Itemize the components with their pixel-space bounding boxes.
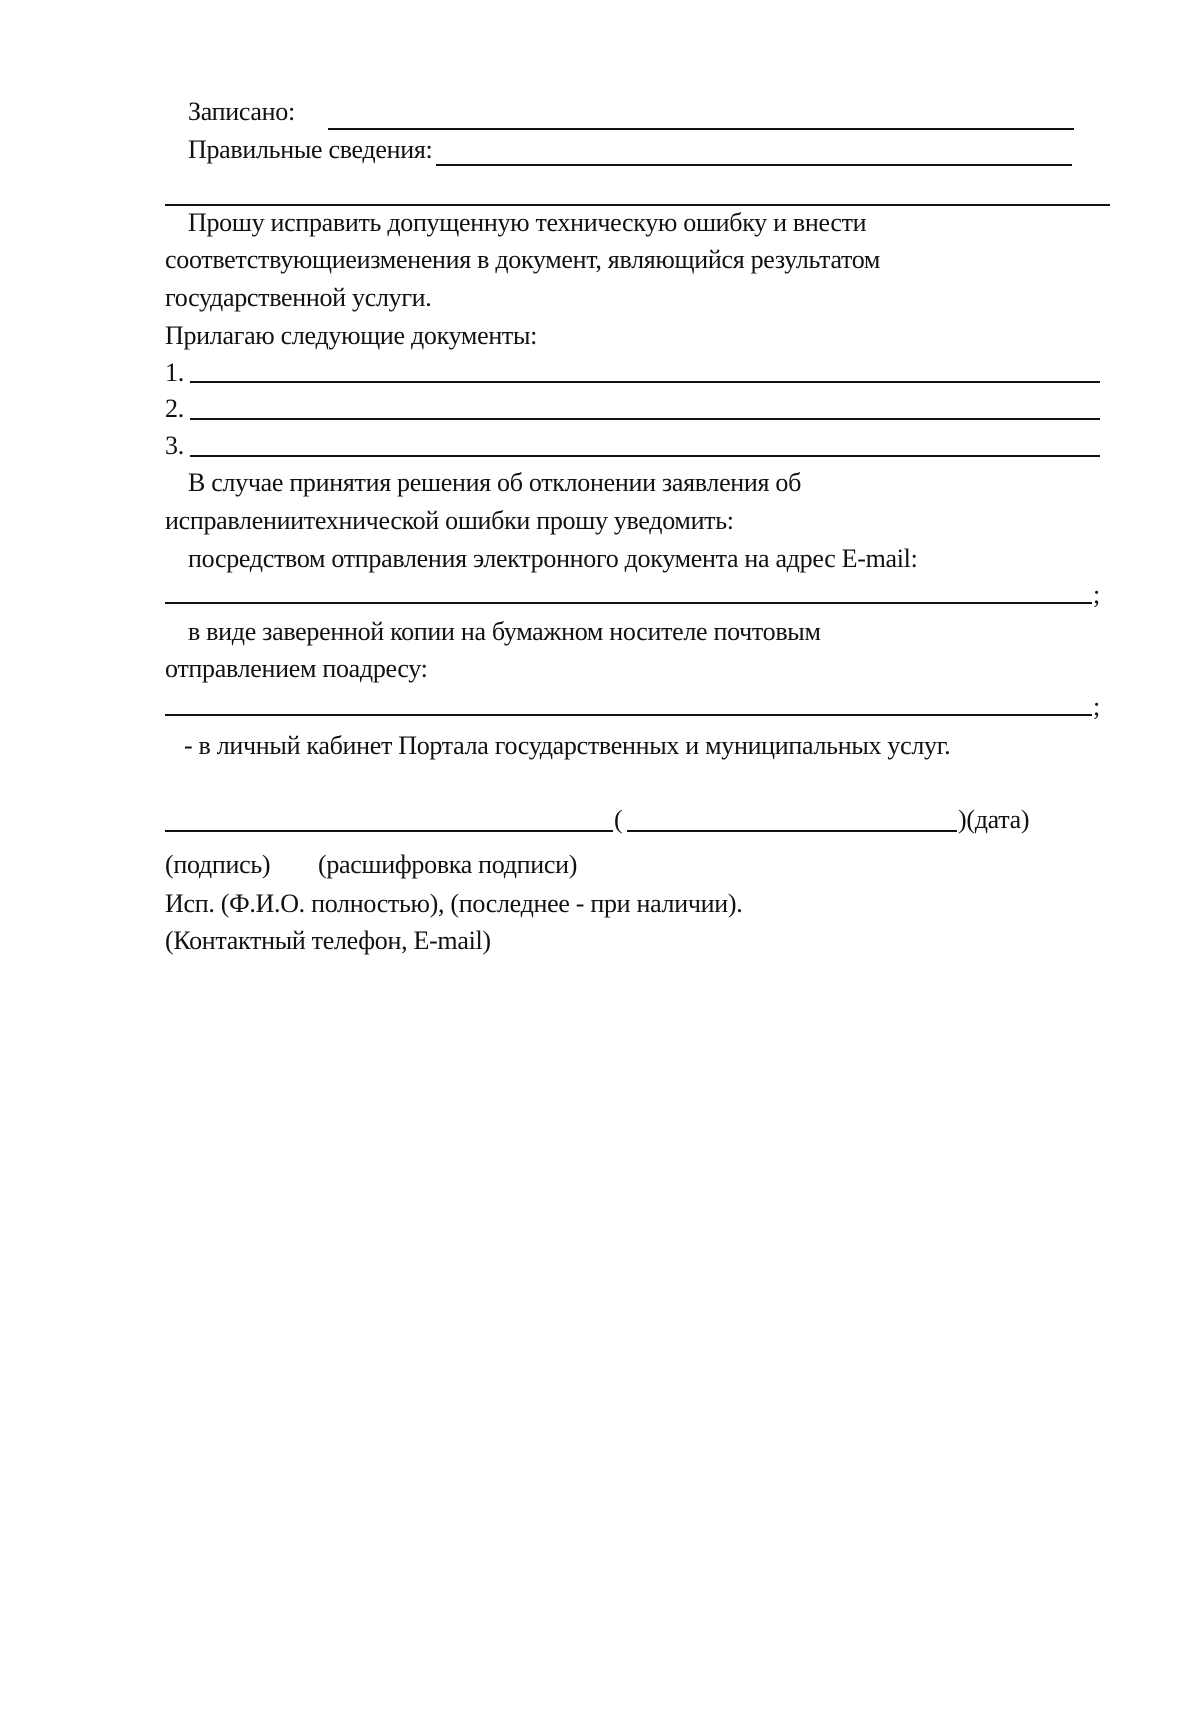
attachment-field-2[interactable]	[190, 418, 1100, 420]
attachments-heading: Прилагаю следующие документы:	[165, 321, 538, 350]
correct-info-field[interactable]	[436, 164, 1072, 166]
attachment-field-3[interactable]	[190, 455, 1100, 457]
portal-option-text: - в личный кабинет Портала государственных и муниципальных услуг.	[184, 731, 951, 760]
email-option-text: посредством отправления электронного документа на адрес E-mail:	[188, 544, 918, 573]
mail-option-line1: в виде заверенной копии на бумажном носителе почтовым	[188, 617, 821, 646]
attachment-number: 3.	[165, 431, 184, 460]
request-text-line1: Прошу исправить допущенную техническую ошибку и внести	[188, 208, 867, 237]
email-field[interactable]	[165, 602, 1092, 604]
signature-decipher-field[interactable]	[627, 830, 957, 832]
contact-line: (Контактный телефон, E-mail)	[165, 926, 491, 955]
decipher-caption: (расшифровка подписи)	[318, 850, 578, 879]
request-text-line2: соответствующиеизменения в документ, являющийся результатом	[165, 245, 881, 274]
attachment-number: 1.	[165, 358, 184, 387]
recorded-label: Записано:	[188, 97, 295, 126]
reject-text-line2: исправлениитехнической ошибки прошу уведомить:	[165, 506, 734, 535]
signature-open-paren: (	[614, 805, 623, 834]
request-text-line3: государственной услуги.	[165, 283, 432, 312]
separator-rule	[165, 204, 1110, 206]
date-label: )(дата)	[958, 805, 1030, 834]
reject-text-line1: В случае принятия решения об отклонении заявления об	[188, 468, 802, 497]
mail-address-field[interactable]	[165, 714, 1092, 716]
correct-info-label: Правильные сведения:	[188, 135, 433, 164]
executor-line: Исп. (Ф.И.О. полностью), (последнее - при наличии).	[165, 889, 743, 918]
signature-caption: (подпись)	[165, 850, 271, 879]
attachment-field-1[interactable]	[190, 381, 1100, 383]
email-field-end: ;	[1093, 580, 1100, 609]
mail-option-line2: отправлением поадресу:	[165, 654, 428, 683]
recorded-field[interactable]	[328, 128, 1074, 130]
mail-field-end: ;	[1093, 692, 1100, 721]
signature-field[interactable]	[165, 830, 613, 832]
attachment-number: 2.	[165, 394, 184, 423]
